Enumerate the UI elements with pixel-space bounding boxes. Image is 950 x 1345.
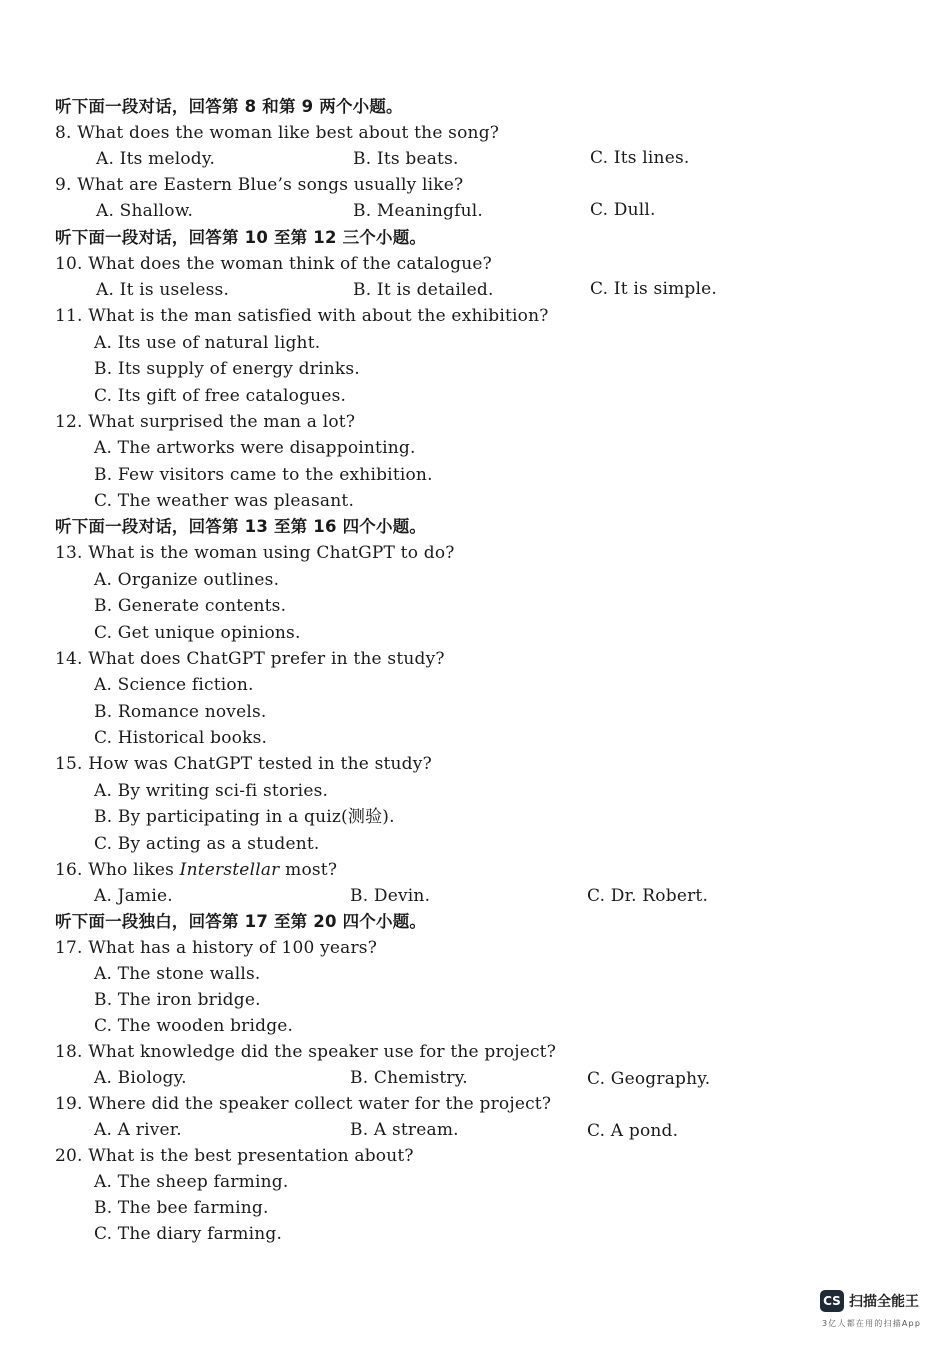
- option-b: B. By participating in a quiz(测验).: [94, 807, 395, 827]
- section-header: 听下面一段对话，回答第 10 至第 12 三个小题。: [55, 228, 427, 247]
- option-b: B. Generate contents.: [94, 596, 287, 616]
- question-stem: 10. What does the woman think of the catalogue?: [55, 254, 492, 274]
- option-a: A. The stone walls.: [94, 964, 261, 984]
- camscanner-logo-icon: CS: [820, 1290, 844, 1312]
- option-a: A. The sheep farming.: [94, 1172, 289, 1192]
- option-a: A. Jamie.: [94, 886, 173, 906]
- option-c: C. The weather was pleasant.: [94, 491, 355, 511]
- option-c: C. Historical books.: [94, 728, 268, 748]
- question-stem: 11. What is the man satisfied with about the exhibition?: [55, 306, 549, 326]
- question-stem: 8. What does the woman like best about the song?: [55, 123, 500, 143]
- question-stem: 20. What is the best presentation about?: [55, 1146, 414, 1166]
- option-c: C. It is simple.: [590, 279, 717, 299]
- scanner-watermark: [820, 1290, 919, 1312]
- question-stem: 18. What knowledge did the speaker use for the project?: [55, 1042, 557, 1062]
- question-stem: 19. Where did the speaker collect water for the project?: [55, 1094, 552, 1114]
- question-stem: 13. What is the woman using ChatGPT to do?: [55, 543, 455, 563]
- option-c: C. Its gift of free catalogues.: [94, 386, 347, 406]
- option-b: B. Romance novels.: [94, 702, 267, 722]
- option-c: C. Dr. Robert.: [587, 886, 709, 906]
- option-c: C. Its lines.: [590, 148, 690, 168]
- option-b: B. A stream.: [350, 1120, 459, 1140]
- question-stem: 12. What surprised the man a lot?: [55, 412, 356, 432]
- option-c: C. The wooden bridge.: [94, 1016, 294, 1036]
- option-b: B. Devin.: [350, 886, 431, 906]
- question-stem: 14. What does ChatGPT prefer in the study?: [55, 649, 445, 669]
- option-a: A. Its melody.: [96, 149, 216, 169]
- question-stem: 17. What has a history of 100 years?: [55, 938, 378, 958]
- option-a: A. A river.: [94, 1120, 182, 1140]
- section-header: 听下面一段独白，回答第 17 至第 20 四个小题。: [55, 912, 427, 931]
- option-a: A. Organize outlines.: [94, 570, 280, 590]
- stem-text: 16. Who likes: [55, 860, 180, 880]
- option-a: A. Its use of natural light.: [94, 333, 321, 353]
- option-c: C. By acting as a student.: [94, 834, 320, 854]
- option-a: A. By writing sci-fi stories.: [94, 781, 329, 801]
- question-stem: 15. How was ChatGPT tested in the study?: [55, 754, 432, 774]
- option-b: B. The iron bridge.: [94, 990, 261, 1010]
- section-header: 听下面一段对话，回答第 8 和第 9 两个小题。: [55, 97, 403, 116]
- option-b: B. Meaningful.: [353, 201, 484, 221]
- option-a: A. Science fiction.: [94, 675, 254, 695]
- option-b: B. Its supply of energy drinks.: [94, 359, 360, 379]
- option-b: B. The bee farming.: [94, 1198, 269, 1218]
- question-stem: 9. What are Eastern Blue’s songs usually like?: [55, 175, 464, 195]
- option-b: B. Few visitors came to the exhibition.: [94, 465, 433, 485]
- option-c: C. A pond.: [587, 1121, 679, 1141]
- option-a: A. Biology.: [94, 1068, 187, 1088]
- stem-text: most?: [279, 860, 338, 880]
- film-title: Interstellar: [179, 860, 280, 880]
- option-a: A. It is useless.: [96, 280, 230, 300]
- watermark-tagline: 3亿人都在用的扫描App: [822, 1319, 922, 1328]
- option-b: B. It is detailed.: [353, 280, 494, 300]
- question-stem: [55, 859, 337, 881]
- option-c: C. Geography.: [587, 1069, 711, 1089]
- watermark-name: 扫描全能王: [849, 1294, 919, 1310]
- option-b: B. Chemistry.: [350, 1068, 468, 1088]
- option-b: B. Its beats.: [353, 149, 459, 169]
- option-a: A. Shallow.: [96, 201, 194, 221]
- option-c: C. Dull.: [590, 200, 656, 220]
- section-header: 听下面一段对话，回答第 13 至第 16 四个小题。: [55, 517, 427, 536]
- option-a: A. The artworks were disappointing.: [94, 438, 416, 458]
- option-c: C. Get unique opinions.: [94, 623, 301, 643]
- option-c: C. The diary farming.: [94, 1224, 283, 1244]
